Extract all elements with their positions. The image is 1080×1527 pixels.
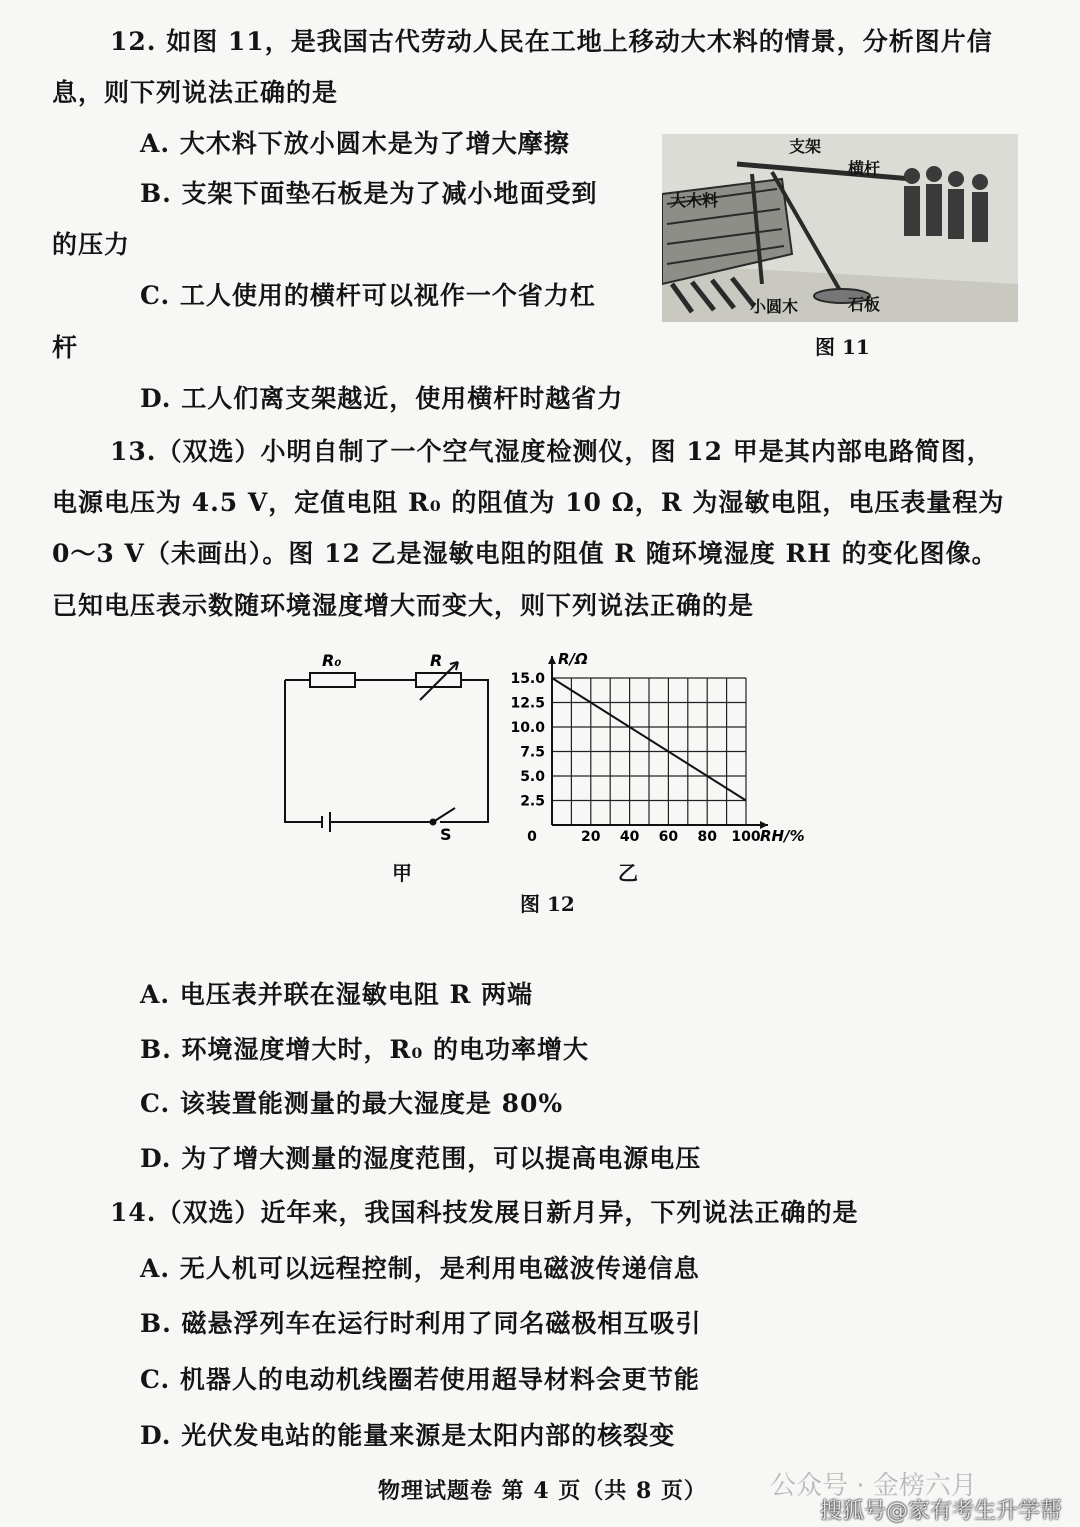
y-tick-label: 12.5: [510, 695, 545, 712]
watermark-official-account: 公众号 · 金榜六月: [770, 1471, 977, 1501]
watermark-sohu: 搜狐号@家有考生升学帮: [820, 1499, 1063, 1524]
q13-stem-line1: 13.（双选）小明自制了一个空气湿度检测仪，图 12 甲是其内部电路简图，: [110, 437, 993, 466]
y-tick-label: 15.0: [510, 671, 545, 687]
q14-option-c: C. 机器人的电动机线圈若使用超导材料会更节能: [140, 1365, 700, 1394]
x-tick-label: 60: [658, 829, 679, 845]
q12-option-b: B. 支架下面垫石板是为了减小地面受到: [140, 179, 598, 208]
y-tick-label: 5.0: [520, 769, 545, 785]
label-switch: S: [440, 825, 452, 844]
q12-option-d: D. 工人们离支架越近，使用横杆时越省力: [140, 384, 624, 413]
x-tick-label: 0: [527, 829, 537, 845]
q12-option-c-cont: 杆: [52, 333, 79, 362]
q12-stem-line2: 息，则下列说法正确的是: [52, 78, 339, 107]
q13-option-c: C. 该装置能测量的最大湿度是 80%: [140, 1089, 564, 1118]
label-stone: 石板: [848, 295, 881, 314]
resistance-humidity-chart: [500, 645, 820, 850]
switch-s: [433, 808, 455, 822]
label-support: 支架: [789, 137, 822, 156]
page-footer: 物理试题卷 第 4 页（共 8 页）: [378, 1478, 707, 1504]
y-axis-arrow: [548, 656, 556, 664]
figure-11-illustration: [662, 134, 1018, 322]
battery: [322, 812, 330, 832]
graph-caption: 乙: [618, 861, 638, 885]
circuit-caption: 甲: [392, 861, 412, 885]
label-r: R: [430, 651, 443, 670]
circuit-diagram: [280, 650, 495, 845]
figure-11-caption: 图 11: [815, 335, 870, 359]
chart-axes: [548, 656, 768, 829]
label-r0: R₀: [322, 651, 342, 670]
y-tick-label: 10.0: [510, 720, 545, 736]
q12-option-c: C. 工人使用的横杆可以视作一个省力杠: [140, 281, 596, 310]
label-bar: 横杆: [848, 159, 881, 178]
x-tick-label: 80: [697, 829, 717, 845]
x-tick-label: 20: [581, 829, 601, 845]
x-tick-label: 40: [619, 829, 640, 845]
q13-option-d: D. 为了增大测量的湿度范围，可以提高电源电压: [140, 1144, 702, 1173]
q12-option-a: A. 大木料下放小圆木是为了增大摩擦: [140, 129, 570, 158]
q14-stem: 14.（双选）近年来，我国科技发展日新月异，下列说法正确的是: [110, 1198, 859, 1227]
q13-stem-line4: 已知电压表示数随环境湿度增大而变大，则下列说法正确的是: [52, 591, 755, 620]
chart-grid: [552, 678, 746, 825]
q13-stem-line2: 电源电压为 4.5 V，定值电阻 R₀ 的阻值为 10 Ω，R 为湿敏电阻，电压表量程为: [52, 488, 1005, 517]
label-log: 小圆木: [750, 297, 799, 316]
humidity-resistor-r: [416, 673, 461, 687]
figure-12-caption: 图 12: [520, 892, 575, 916]
y-tick-label: 7.5: [520, 744, 545, 761]
chart-y-axis-label: R/Ω: [558, 650, 588, 668]
y-tick-label: 2.5: [520, 793, 545, 810]
label-timber: 大木料: [670, 191, 719, 210]
resistor-r0: [310, 673, 355, 687]
q14-option-d: D. 光伏发电站的能量来源是太阳内部的核裂变: [140, 1421, 676, 1450]
q12-option-b-cont: 的压力: [52, 230, 131, 259]
q13-stem-line3: 0～3 V（未画出）。图 12 乙是湿敏电阻的阻值 R 随环境湿度 RH 的变化图像。: [52, 539, 998, 568]
q13-option-b: B. 环境湿度增大时，R₀ 的电功率增大: [140, 1035, 589, 1064]
q13-option-a: A. 电压表并联在湿敏电阻 R 两端: [140, 980, 533, 1009]
x-tick-label: 100: [731, 829, 761, 845]
chart-x-axis-label: RH/%: [760, 827, 805, 845]
q14-option-b: B. 磁悬浮列车在运行时利用了同名磁极相互吸引: [140, 1309, 702, 1338]
q12-stem-line1: 12. 如图 11，是我国古代劳动人民在工地上移动大木料的情景，分析图片信: [110, 27, 993, 56]
q14-option-a: A. 无人机可以远程控制，是利用电磁波传递信息: [140, 1254, 700, 1283]
